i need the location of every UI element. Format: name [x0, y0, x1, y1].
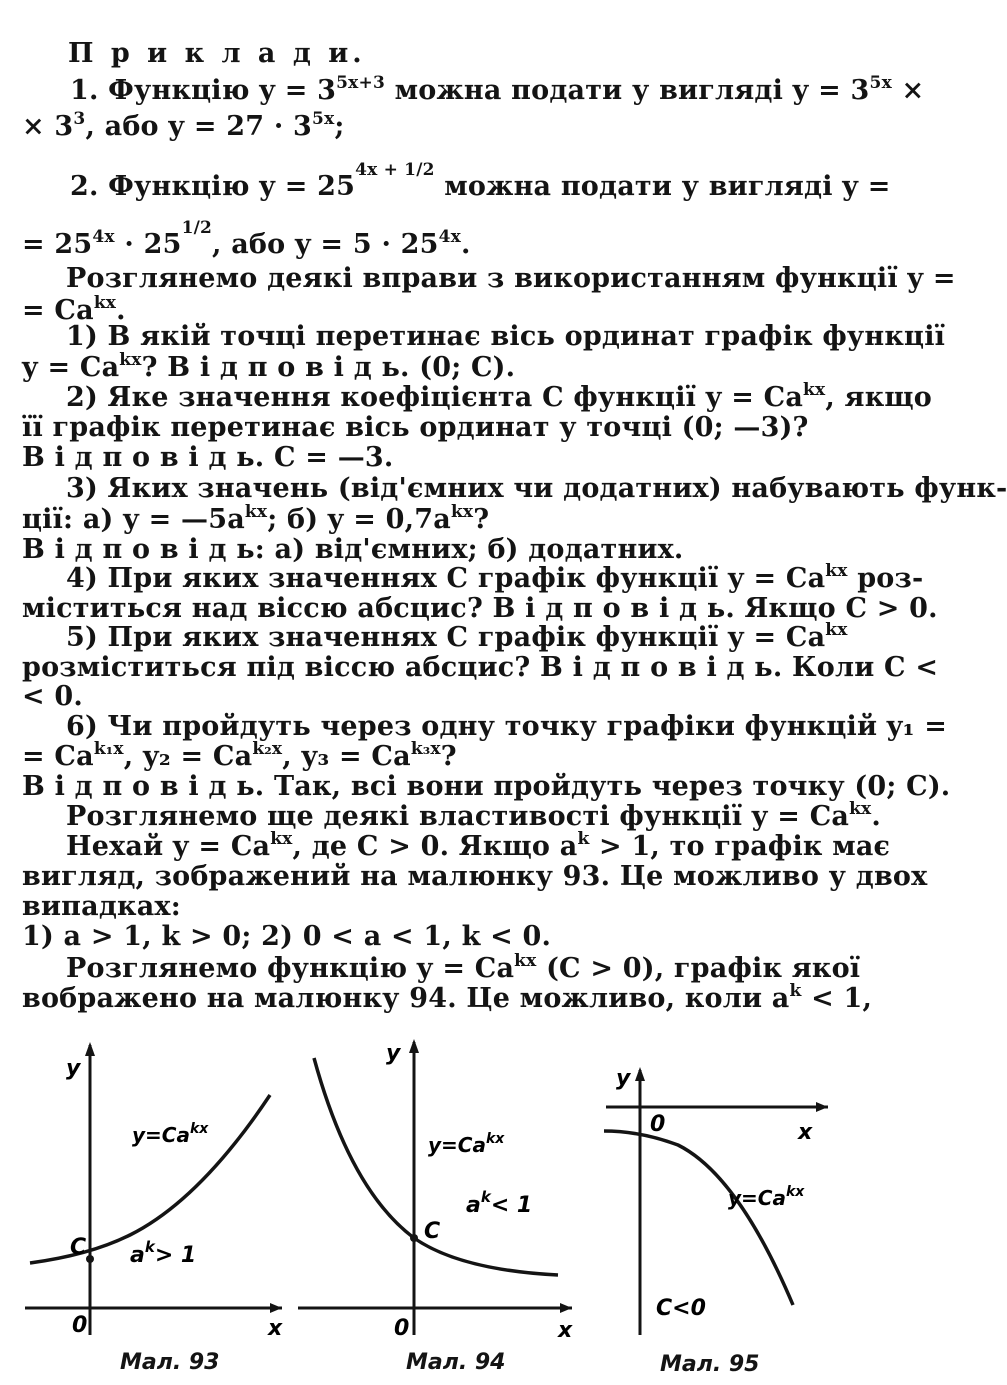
- formula-text: y=Ca: [428, 1133, 486, 1157]
- caption-93: Мал. 93: [120, 1350, 220, 1375]
- ex2-a-exp: 4x + 1/2: [355, 160, 435, 180]
- p2-a1: Розглянемо ще деякі властивості функції y = Ca: [66, 801, 850, 832]
- q1-line-1: 1) В якій точці перетинає вісь ординат графік функції: [66, 321, 946, 352]
- ex1-b: можна подати у вигляді y = 3: [384, 75, 870, 106]
- figure-95-graph: [598, 1055, 838, 1345]
- x-label: x: [268, 1316, 283, 1341]
- figure-93: [20, 1030, 290, 1350]
- condition-label: C<0: [656, 1296, 706, 1321]
- figure-94: [290, 1030, 580, 1350]
- q3-b3: ?: [473, 504, 490, 535]
- ex1-l2-a: × 3: [22, 111, 74, 142]
- q6-b3: , y₃ = Ca: [282, 741, 411, 772]
- p4-a-exp: kx: [514, 951, 537, 971]
- q3-b2: ; б) y = 0,7a: [267, 504, 451, 535]
- caption-95: Мал. 95: [660, 1352, 760, 1377]
- caption-94: Мал. 94: [406, 1350, 506, 1375]
- formula-label: [428, 1131, 505, 1157]
- y-arrow-icon: [635, 1067, 645, 1081]
- q2-a-end: , якщо: [825, 382, 933, 413]
- q3-b2-exp: kx: [450, 502, 474, 522]
- q5-line-3: < 0.: [22, 681, 84, 712]
- formula-label: [728, 1184, 805, 1210]
- y-label: y: [386, 1041, 401, 1066]
- figure-93-graph: [20, 1030, 290, 1350]
- p4-b2: < 1,: [801, 983, 873, 1014]
- ex2-l2-a: = 25: [22, 229, 93, 260]
- p3-a3: > 1, то графік має: [589, 831, 891, 862]
- ex1-b-exp: 5x: [869, 73, 892, 93]
- example-1-line-2: [22, 110, 345, 147]
- ex2-l2-exp: 4x: [92, 227, 115, 247]
- heading: П р и к л а д и.: [68, 38, 366, 69]
- formula-exp: kx: [785, 1184, 805, 1200]
- q1-b: y = Ca: [22, 352, 120, 383]
- figure-94-graph: [290, 1030, 580, 1350]
- intercept-point: [86, 1255, 94, 1263]
- point-label: C: [70, 1235, 87, 1260]
- formula-exp: kx: [485, 1131, 505, 1147]
- example-1-line-1: [70, 74, 924, 111]
- q4-a2: роз-: [847, 563, 924, 594]
- y-label: y: [66, 1056, 81, 1081]
- ex1-a-exp: 5x+3: [336, 73, 385, 93]
- p3-a-exp: kx: [270, 829, 293, 849]
- condition-base: a: [466, 1193, 481, 1218]
- q1-b-end: ? В і д п о в і д ь. (0; C).: [141, 352, 516, 383]
- q4-a-exp: kx: [825, 561, 848, 581]
- condition-base: a: [130, 1243, 145, 1268]
- q5-a1: 5) При яких значеннях C графік функції y = Ca: [66, 622, 826, 653]
- p3-a1: Нехай y = Ca: [66, 831, 271, 862]
- p2-a2: .: [871, 801, 882, 832]
- para-3-line-4: 1) a > 1, k > 0; 2) 0 < a < 1, k < 0.: [22, 921, 552, 952]
- y-arrow-icon: [409, 1039, 419, 1053]
- x-arrow-icon: [560, 1303, 572, 1313]
- q5-line-2: розміститься під віссю абсцис? В і д п о в і д ь. Коли C <: [22, 652, 939, 683]
- q4-line-2: міститься над віссю абсцис? В і д п о в і д ь. Якщо C > 0.: [22, 593, 938, 624]
- p3-a-exp2: k: [577, 829, 590, 849]
- ex2-l2-exp3: 4x: [438, 227, 461, 247]
- ex2-l2-c: , або y = 5 · 25: [212, 229, 439, 260]
- ex2-l2-b: · 25: [114, 229, 182, 260]
- ex1-a: 1. Функцію y = 3: [70, 75, 337, 106]
- ex2-l2-d: .: [461, 229, 471, 260]
- q1-b-exp: kx: [119, 350, 142, 370]
- q2-a: 2) Яке значення коефіцієнта C функції y = Ca: [66, 382, 804, 413]
- ex1-l2-exp2: 5x: [312, 109, 335, 129]
- para-1-line-1: Розглянемо деякі вправи з використанням функції y =: [66, 263, 956, 294]
- origin-label: 0: [394, 1316, 410, 1341]
- q6-b3-exp: k₃x: [410, 739, 441, 759]
- q5-a-exp: kx: [825, 620, 848, 640]
- ex1-l2-b: , або y = 27 · 3: [85, 111, 313, 142]
- ex2-b: можна подати у вигляді y =: [434, 171, 891, 202]
- p4-b1: вображено на малюнку 94. Це можливо, коли a: [22, 983, 790, 1014]
- x-label: x: [558, 1318, 573, 1343]
- example-2-line-1: [70, 160, 891, 207]
- formula-exp: kx: [189, 1121, 209, 1137]
- q6-b1-exp: k₁x: [93, 739, 124, 759]
- curve: [604, 1131, 793, 1305]
- p4-b-exp: k: [789, 981, 802, 1001]
- para-3-line-3: випадках:: [22, 891, 181, 922]
- condition-end: > 1: [154, 1243, 197, 1268]
- point-label: C: [424, 1219, 441, 1244]
- condition-exp: k: [480, 1188, 491, 1206]
- q2-line-2: її графік перетинає вісь ординат у точці (0; —3)?: [22, 412, 809, 443]
- x-label: x: [798, 1120, 813, 1145]
- origin-label: 0: [72, 1313, 88, 1338]
- q3-b1-exp: kx: [244, 502, 268, 522]
- q6-line-3: В і д п о в і д ь. Так, всі вони пройдуть через точку (0; C).: [22, 771, 951, 802]
- formula-text: y=Ca: [728, 1186, 786, 1210]
- para-3-line-2: вигляд, зображений на малюнку 93. Це можливо у двох: [22, 861, 928, 892]
- x-arrow-icon: [270, 1303, 282, 1313]
- x-arrow-icon: [816, 1102, 828, 1112]
- ex1-l2-c: ;: [334, 111, 345, 142]
- p2-a-exp: kx: [849, 799, 872, 819]
- example-2-line-2: [22, 218, 471, 265]
- para-4-line-2: [22, 982, 872, 1019]
- origin-label: 0: [650, 1112, 666, 1137]
- figure-95: [598, 1055, 838, 1345]
- q6-b2-exp: k₂x: [252, 739, 283, 759]
- p4-a1: Розглянемо функцію y = Ca: [66, 953, 515, 984]
- q6-b4: ?: [440, 741, 457, 772]
- q6-b2: , y₂ = Ca: [123, 741, 253, 772]
- q4-a1: 4) При яких значеннях C графік функції y = Ca: [66, 563, 826, 594]
- ex2-l2-exp2: 1/2: [181, 218, 213, 238]
- q6-b1: = Ca: [22, 741, 94, 772]
- q2-line-3: В і д п о в і д ь. C = —3.: [22, 442, 394, 473]
- condition-label: [130, 1238, 196, 1268]
- condition-exp: k: [144, 1238, 155, 1256]
- ex1-c: ×: [891, 75, 925, 106]
- p1-b-end: .: [116, 295, 126, 326]
- condition-end: < 1: [490, 1193, 533, 1218]
- p3-a2: , де C > 0. Якщо a: [292, 831, 578, 862]
- q6-line-1: 6) Чи пройдуть через одну точку графіки функцій y₁ =: [66, 711, 948, 742]
- intercept-point: [410, 1234, 418, 1242]
- q2-a-exp: kx: [803, 380, 826, 400]
- ex2-a: 2. Функцію y = 25: [70, 171, 356, 202]
- y-label: y: [616, 1066, 631, 1091]
- q3-line-3: В і д п о в і д ь: а) від'ємних; б) додатних.: [22, 534, 684, 565]
- formula-label: [132, 1121, 209, 1147]
- q3-line-1: 3) Яких значень (від'ємних чи додатних) набувають функ-: [66, 473, 1007, 504]
- condition-label: [466, 1188, 532, 1218]
- p4-a2: (C > 0), графік якої: [536, 953, 861, 984]
- p1-b: = Ca: [22, 295, 94, 326]
- y-arrow-icon: [85, 1042, 95, 1056]
- ex1-l2-exp: 3: [73, 109, 86, 129]
- p1-b-exp: kx: [93, 293, 117, 313]
- formula-text: y=Ca: [132, 1123, 190, 1147]
- q3-b1: ції: а) y = —5a: [22, 504, 245, 535]
